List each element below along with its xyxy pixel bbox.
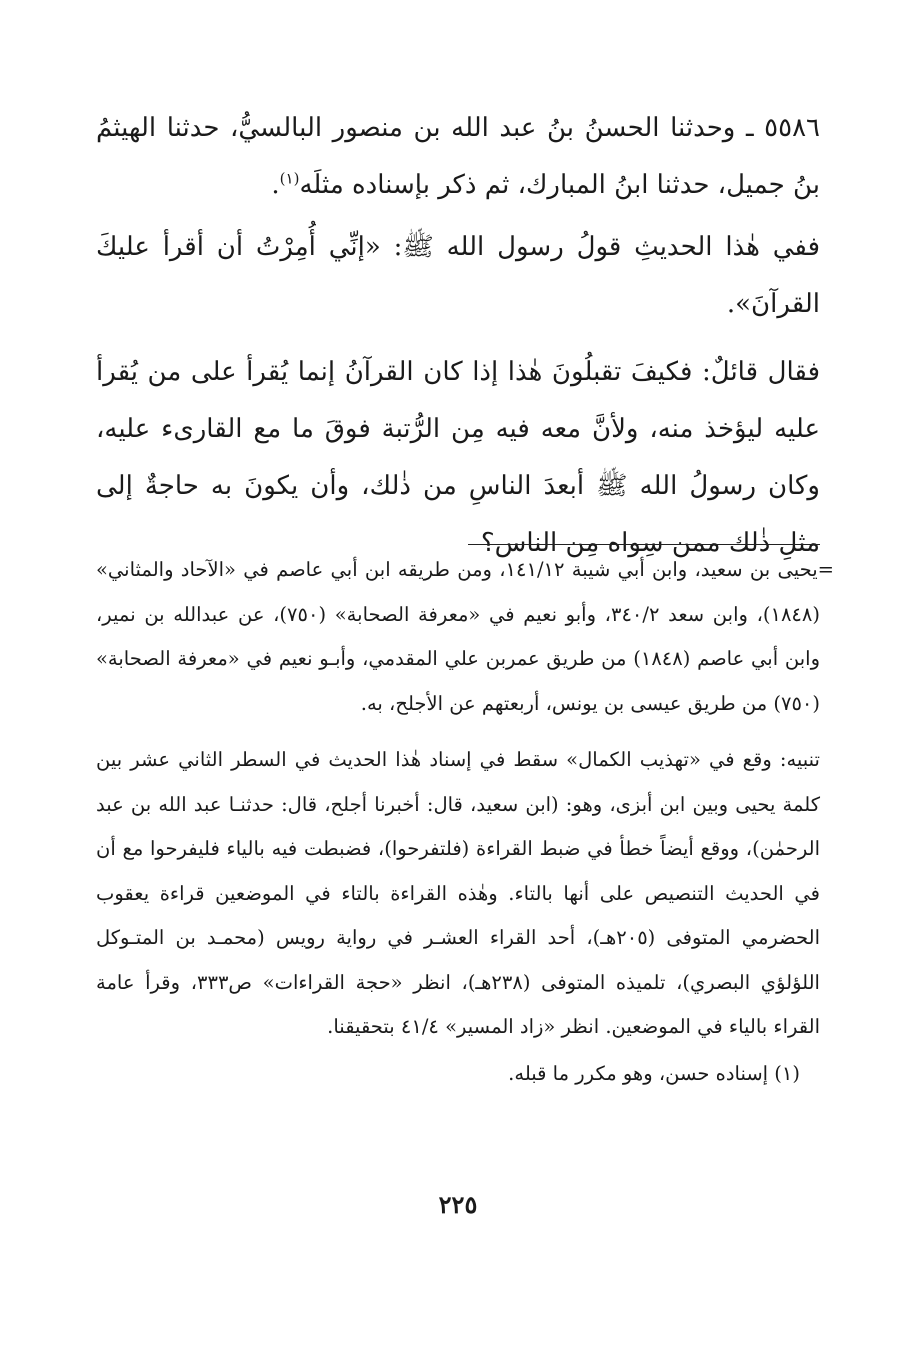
paragraph-end-mark: .: [271, 170, 280, 200]
footnote-note: تنبيه: وقع في «تهذيب الكمال» سقط في إسناد هٰذا الحديث في السطر الثاني عشر بين كلمة يحيى وبين ابن أبزى، وهو: (ابن سعيد، قال: أخبرنا أجلح، قال: حدثنـا عبد الله بن عبد الرحمٰن)، ووقع أيضاً خطأ في ضبط القراءة (فلتفرحوا)، فضبطت فيه بالياء فليفرحوا مع أن في الحديث التنصيص على أنها بالتاء. وهٰذه القراءة بالتاء في الموضعين قراءة يعقوب الحضرمي المتوفى (٢٠٥هـ)، أحد القراء العشـر في رواية رويس (محمـد بن المتـوكل اللؤلؤي البصري)، تلميذه المتوفى (٢٣٨هـ)، انظر «حجة القراءات» ص٣٣٣، وقرأ عامة القراء بالياء في الموضعين. انظر «زاد المسير» ٤١/٤ بتحقيقنا.: [96, 748, 821, 1038]
main-text: [96, 100, 820, 572]
paragraph-hadith-5586: [96, 100, 820, 214]
paragraph-hadith-quote: ففي هٰذا الحديثِ قولُ رسول الله ﷺ: «إنِّي أُمِرْتُ أن أقرأ عليكَ القرآنَ».: [96, 232, 820, 319]
footnote-divider: [468, 544, 820, 545]
footnotes: [96, 548, 834, 1096]
paragraph-objection: فقال قائلٌ: فكيفَ تقبلُونَ هٰذا إذا كان القرآنُ إنما يُقرأ على من يُقرأ عليه ليؤخذ منه، ولأنَّ معه فيه مِن الرُّتبة فوقَ ما مع القارىء عليه، وكان رسولُ الله ﷺ أبعدَ الناسِ من ذٰلك، وأن يكونَ به حاجةٌ إلى مثلِ ذٰلك ممن سِواه مِن الناس؟: [96, 357, 820, 558]
page-number: ٢٢٥: [438, 1190, 478, 1219]
footnote-ref-1: (١): [279, 169, 300, 188]
footnote-1: (١) إسناده حسن، وهو مكرر ما قبله.: [508, 1061, 800, 1085]
footnote-continuation: =يحيى بن سعيد، وابن أبي شيبة ١٤١/١٢، ومن طريقه ابن أبي عاصم في «الآحاد والمثاني» (١٨٤٨)، وابن سعد ٣٤٠/٢، وأبو نعيم في «معرفة الصحابة» (٧٥٠)، عن عبدالله بن نمير، وابن أبي عاصم (١٨٤٨) من طريق عمربن علي المقدمي، وأبـو نعيم في «معرفة الصحابة» (٧٥٠) من طريق عيسى بن يونس، أربعتهم عن الأجلح، به.: [96, 558, 834, 715]
paragraph-hadith-5586-text: ٥٥٨٦ ـ وحدثنا الحسنُ بنُ عبد الله بن منصور البالسيُّ، حدثنا الهيثمُ بنُ جميل، حدثنا ابنُ المبارك، ثم ذكر بإسناده مثلَه: [96, 113, 820, 200]
